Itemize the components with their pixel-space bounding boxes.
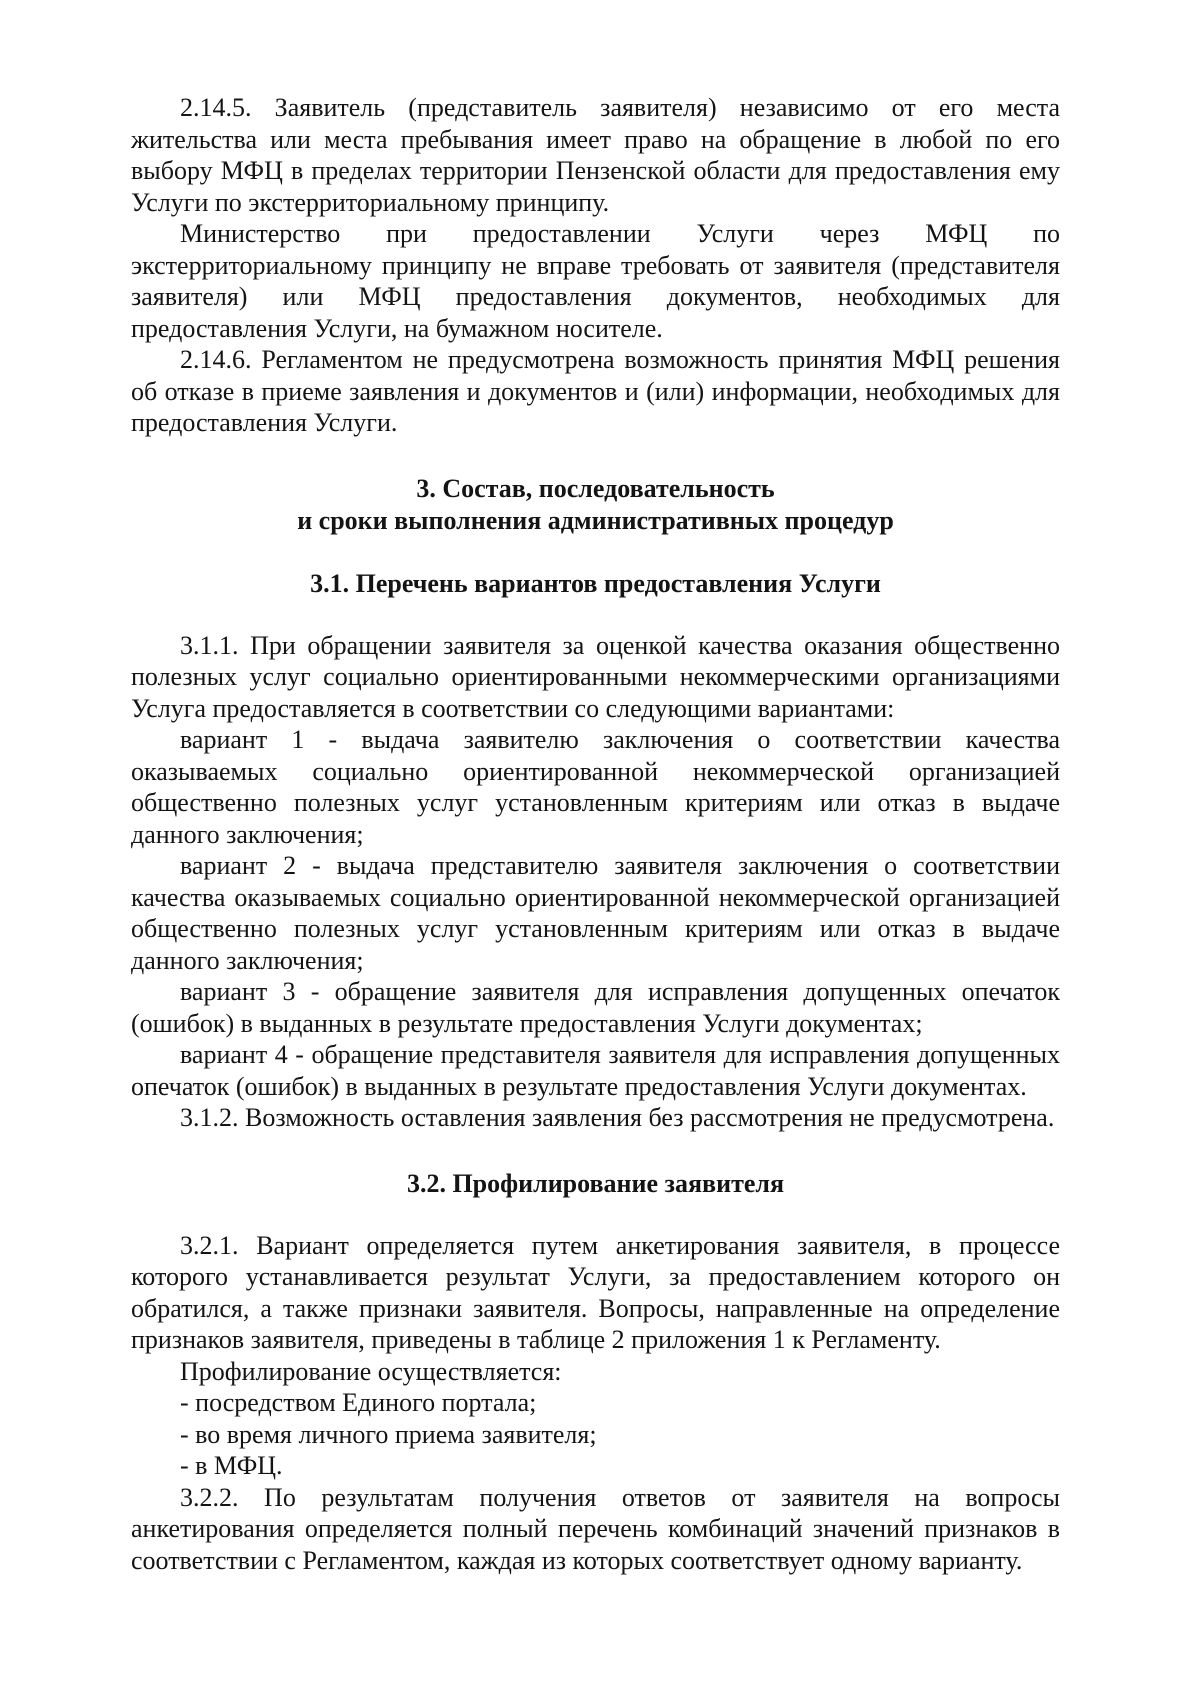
variant-1: вариант 1 - выдача заявителю заключения о соответствии качества оказываемых социально ориентированной некоммерческой организацией общественно полезных услуг установленным критериям или отказ в выдаче данного заключения;	[131, 725, 1060, 849]
paragraph-ministry: Министерство при предоставлении Услуги через МФЦ по экстерриториальному принципу не вправе требовать от заявителя (представителя заявителя) или МФЦ предоставления документов, необходимых для предоставления Услуги, на бумажном носителе.	[131, 219, 1060, 343]
profiling-item: - в МФЦ.	[180, 1451, 283, 1480]
paragraph-3-1-1: 3.1.1. При обращении заявителя за оценкой качества оказания общественно полезных услуг социально ориентированными некоммерческими организациями Услуга предоставляется в соответствии со следующими вариантами:	[131, 630, 1060, 723]
variant-2: вариант 2 - выдача представителю заявителя заключения о соответствии качества оказываемых социально ориентированной некоммерческой организацией общественно полезных услуг установленным критериям или отказ в выдаче данного заключения;	[131, 851, 1060, 975]
section-3-title-line2: и сроки выполнения административных процедур	[297, 505, 894, 535]
paragraph-3-2-1: 3.2.1. Вариант определяется путем анкетирования заявителя, в процессе которого устанавливается результат Услуги, за предоставлением которого он обратился, а также признаки заявителя. Вопросы, направленные на определение признаков заявителя, приведены в таблице 2 приложения 1 к Регламенту.	[131, 1230, 1060, 1354]
section-3-1-title: 3.1. Перечень вариантов предоставления Услуги	[310, 568, 881, 598]
paragraph-3-2-2: 3.2.2. По результатам получения ответов от заявителя на вопросы анкетирования определяется полный перечень комбинаций значений признаков в соответствии с Регламентом, каждая из которых соответствует одному варианту.	[131, 1482, 1060, 1575]
variant-4: вариант 4 - обращение представителя заявителя для исправления допущенных опечаток (ошибок) в выданных в результате предоставления Услуги документах.	[131, 1040, 1060, 1101]
section-3-heading	[131, 473, 1060, 537]
profiling-item: - во время личного приема заявителя;	[180, 1419, 597, 1449]
paragraph-3-1-2: 3.1.2. Возможность оставления заявления без рассмотрения не предусмотрена.	[180, 1103, 1055, 1132]
section-3-title-line1: 3. Состав, последовательность	[416, 473, 775, 503]
document-page	[131, 92, 1060, 1576]
paragraph-2-14-6: 2.14.6. Регламентом не предусмотрена возможность принятия МФЦ решения об отказе в приеме заявления и документов и (или) информации, необходимых для предоставления Услуги.	[131, 345, 1060, 437]
section-3-2-title: 3.2. Профилирование заявителя	[406, 1168, 785, 1198]
profiling-item: - посредством Единого портала;	[180, 1388, 537, 1417]
paragraph-2-14-5: 2.14.5. Заявитель (представитель заявителя) независимо от его места жительства или места пребывания имеет право на обращение в любой по его выбору МФЦ в пределах территории Пензенской области для предоставления ему Услуги по экстерриториальному принципу.	[131, 93, 1060, 217]
profiling-intro: Профилирование осуществляется:	[180, 1356, 562, 1386]
variant-3: вариант 3 - обращение заявителя для исправления допущенных опечаток (ошибок) в выданных в результате предоставления Услуги документах;	[131, 977, 1060, 1038]
